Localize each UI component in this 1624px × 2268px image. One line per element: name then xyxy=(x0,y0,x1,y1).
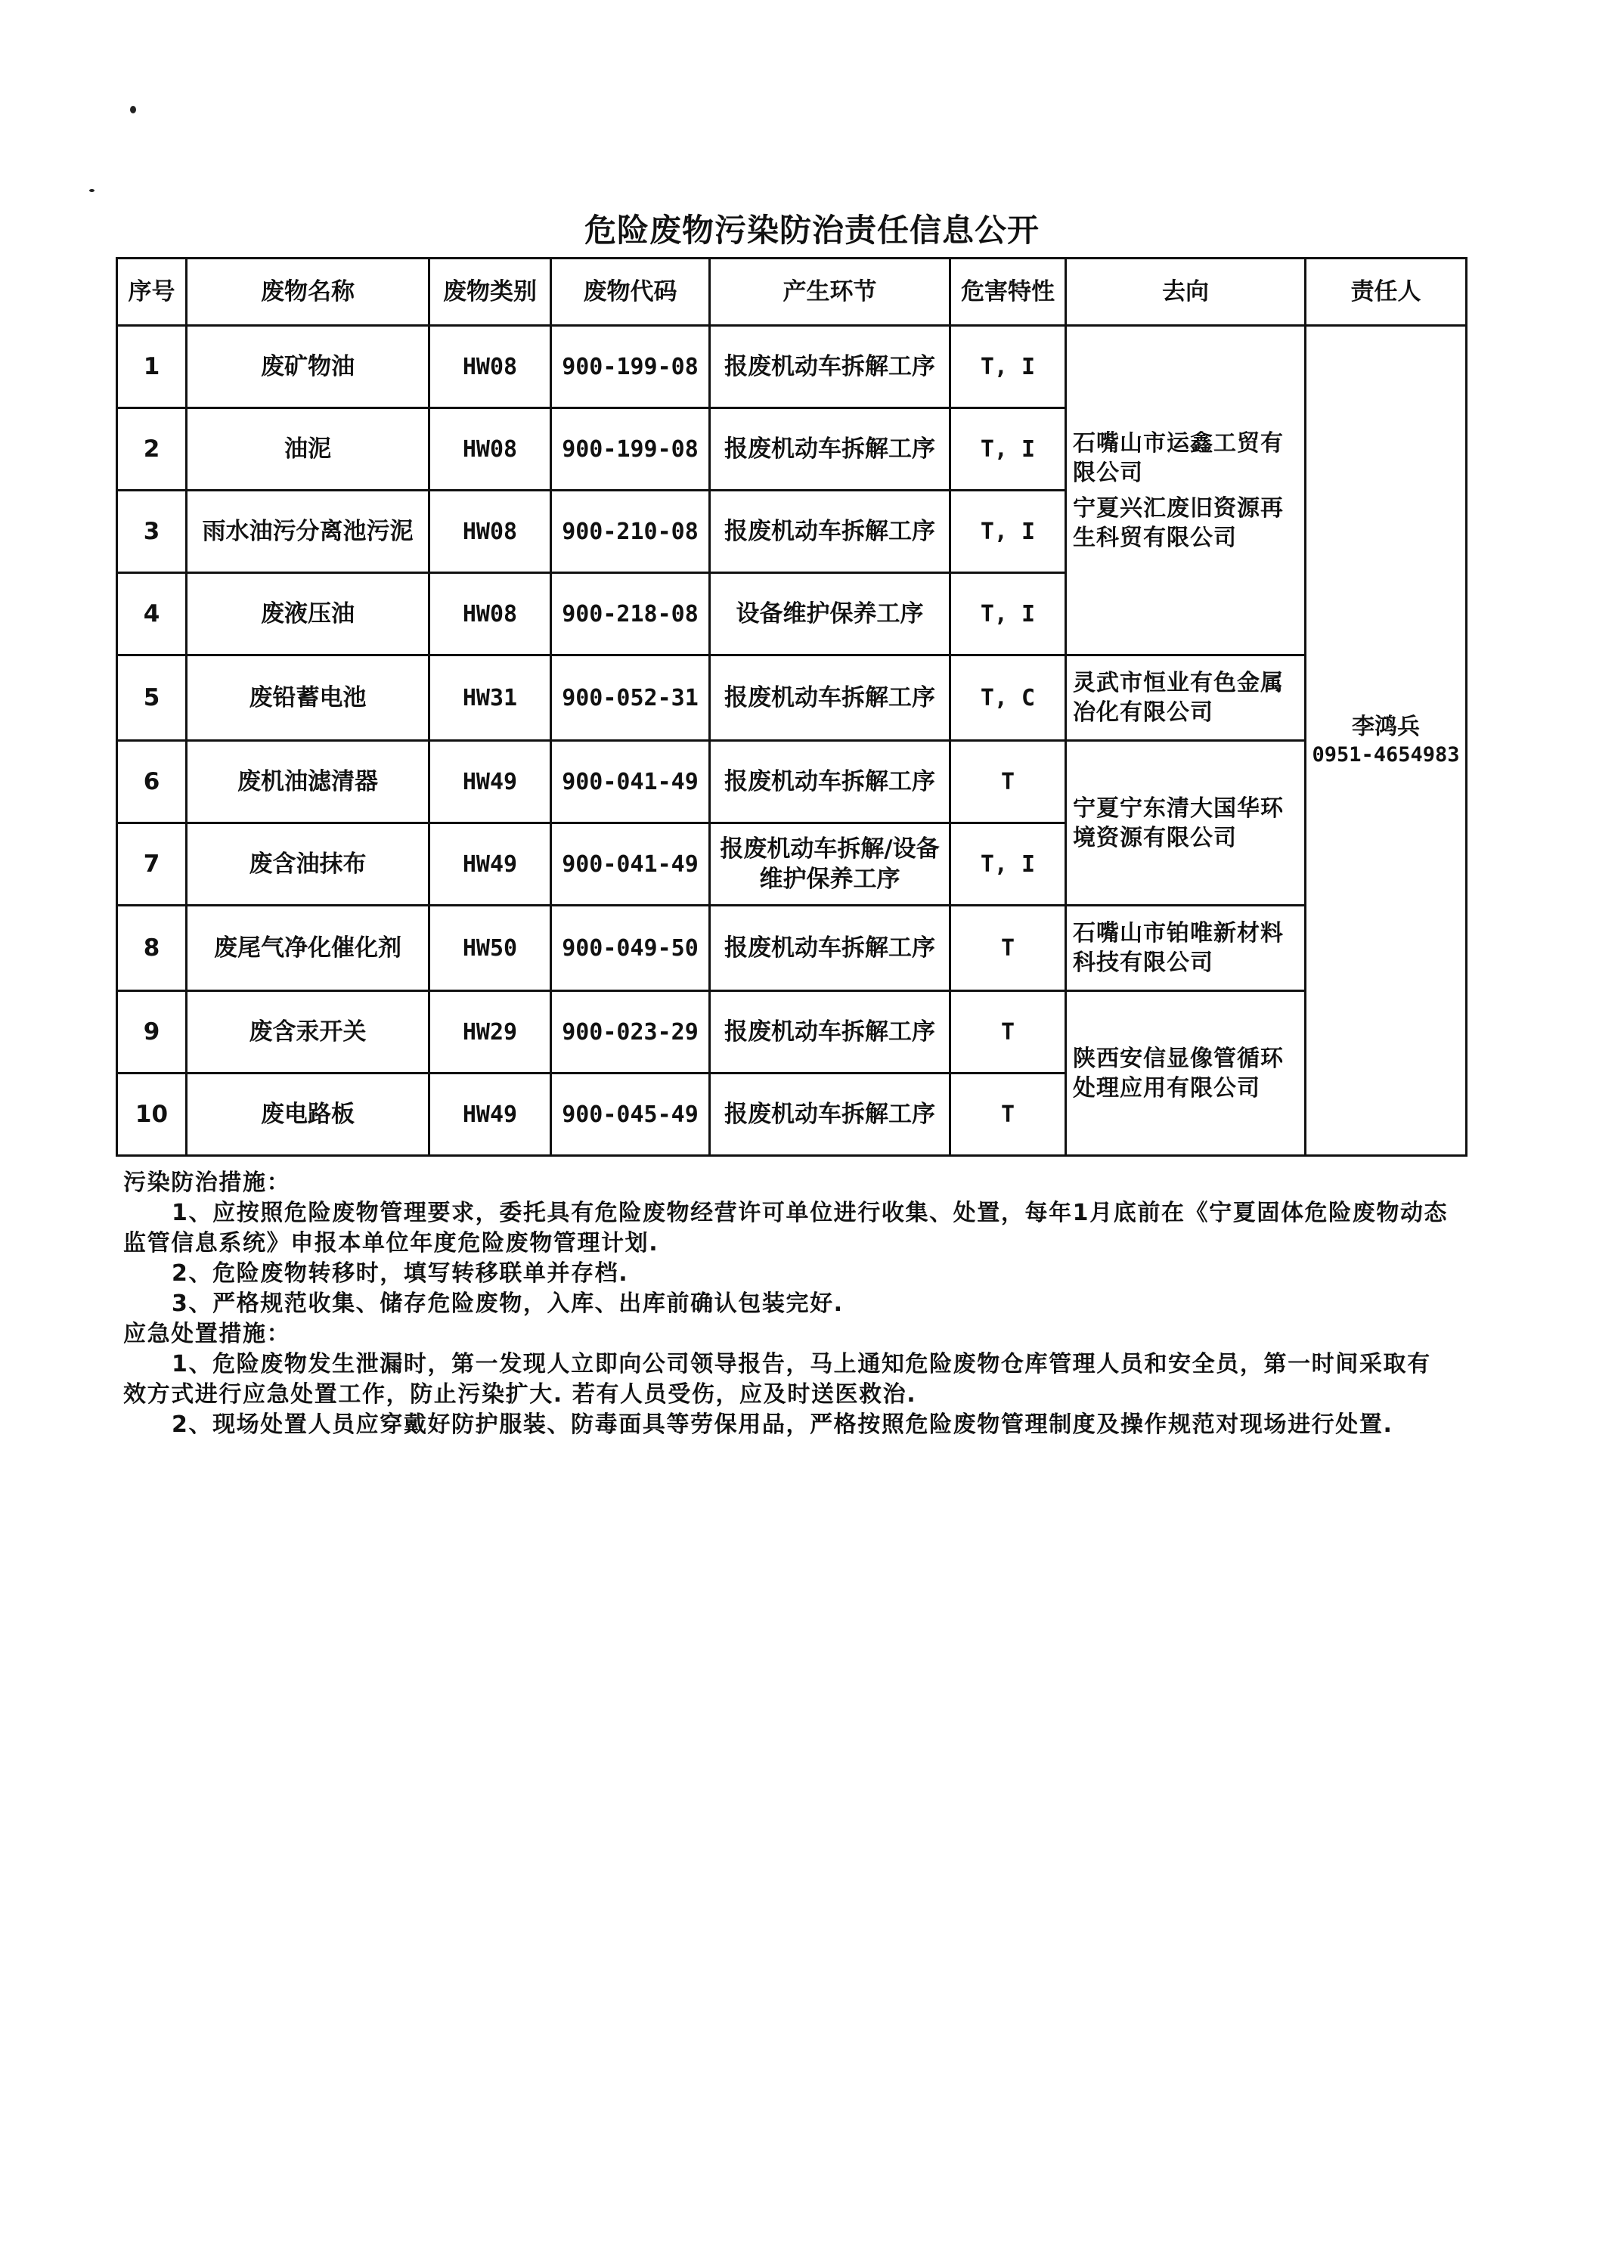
cell-category: HW49 xyxy=(429,823,551,906)
pollution-heading: 污染防治措施： xyxy=(123,1170,291,1196)
cell-no: 5 xyxy=(117,655,187,741)
cell-stage: 报废机动车拆解工序 xyxy=(710,408,950,491)
cell-stage: 报废机动车拆解工序 xyxy=(710,1074,950,1156)
cell-hazard: T, I xyxy=(950,573,1066,655)
cell-no: 3 xyxy=(117,491,187,573)
cell-name: 废液压油 xyxy=(187,573,429,655)
cell-name: 油泥 xyxy=(187,408,429,491)
cell-hazard: T, I xyxy=(950,326,1066,408)
cell-code: 900-023-29 xyxy=(551,991,710,1074)
pollution-item: 2、危险废物转移时，填写转移联单并存档. xyxy=(172,1260,629,1287)
cell-code: 900-045-49 xyxy=(551,1074,710,1156)
cell-no: 7 xyxy=(117,823,187,906)
pollution-item: 3、严格规范收集、储存危险废物，入库、出库前确认包装完好. xyxy=(172,1290,844,1317)
measures-section xyxy=(123,1168,1454,1440)
document-title: 危险废物污染防治责任信息公开 xyxy=(584,212,1040,249)
pollution-item: 1、应按照危险废物管理要求，委托具有危险废物经营许可单位进行收集、处置，每年1月底前在《宁夏固体危险废物动态监管信息系统》申报本单位年度危险废物管理计划. xyxy=(123,1200,1449,1256)
cell-category: HW49 xyxy=(429,1074,551,1156)
header-no: 序号 xyxy=(117,259,187,326)
cell-no: 8 xyxy=(117,906,187,991)
cell-stage: 报废机动车拆解工序 xyxy=(710,741,950,823)
cell-hazard: T, C xyxy=(950,655,1066,741)
cell-category: HW08 xyxy=(429,491,551,573)
table-header-row xyxy=(117,259,1467,326)
cell-code: 900-199-08 xyxy=(551,408,710,491)
cell-name: 废铅蓄电池 xyxy=(187,655,429,741)
cell-code: 900-210-08 xyxy=(551,491,710,573)
header-hazard: 危害特性 xyxy=(950,259,1066,326)
header-code: 废物代码 xyxy=(551,259,710,326)
cell-category: HW31 xyxy=(429,655,551,741)
cell-destination: 陕西安信显像管循环处理应用有限公司 xyxy=(1066,991,1306,1156)
cell-name: 雨水油污分离池污泥 xyxy=(187,491,429,573)
cell-code: 900-199-08 xyxy=(551,326,710,408)
cell-no: 6 xyxy=(117,741,187,823)
cell-no: 9 xyxy=(117,991,187,1074)
cell-stage: 报废机动车拆解工序 xyxy=(710,326,950,408)
cell-code: 900-052-31 xyxy=(551,655,710,741)
emergency-heading: 应急处置措施： xyxy=(123,1321,291,1347)
destination-company: 石嘴山市运鑫工贸有限公司 xyxy=(1073,429,1284,486)
header-stage: 产生环节 xyxy=(710,259,950,326)
scan-speck xyxy=(89,189,95,192)
cell-destination xyxy=(1066,326,1306,655)
cell-stage: 设备维护保养工序 xyxy=(710,573,950,655)
cell-hazard: T xyxy=(950,741,1066,823)
cell-name: 废矿物油 xyxy=(187,326,429,408)
cell-name: 废含汞开关 xyxy=(187,991,429,1074)
responsible-phone: 0951-4654983 xyxy=(1312,743,1460,767)
header-destination: 去向 xyxy=(1066,259,1306,326)
hazardous-waste-table xyxy=(116,257,1467,1157)
cell-no: 2 xyxy=(117,408,187,491)
header-category: 废物类别 xyxy=(429,259,551,326)
cell-destination: 石嘴山市铂唯新材料科技有限公司 xyxy=(1066,906,1306,991)
table-row xyxy=(117,991,1467,1074)
destination-company: 宁夏兴汇废旧资源再生科贸有限公司 xyxy=(1073,494,1284,551)
cell-no: 1 xyxy=(117,326,187,408)
table-row xyxy=(117,741,1467,823)
scan-speck xyxy=(130,106,136,113)
cell-category: HW08 xyxy=(429,408,551,491)
cell-hazard: T xyxy=(950,1074,1066,1156)
cell-name: 废电路板 xyxy=(187,1074,429,1156)
cell-stage: 报废机动车拆解工序 xyxy=(710,491,950,573)
cell-hazard: T xyxy=(950,906,1066,991)
cell-name: 废机油滤清器 xyxy=(187,741,429,823)
cell-category: HW49 xyxy=(429,741,551,823)
cell-category: HW08 xyxy=(429,573,551,655)
cell-category: HW29 xyxy=(429,991,551,1074)
table-row xyxy=(117,906,1467,991)
cell-hazard: T, I xyxy=(950,491,1066,573)
cell-hazard: T, I xyxy=(950,408,1066,491)
cell-stage: 报废机动车拆解工序 xyxy=(710,991,950,1074)
cell-hazard: T, I xyxy=(950,823,1066,906)
emergency-item: 1、危险废物发生泄漏时，第一发现人立即向公司领导报告，马上通知危险废物仓库管理人员和安全员，第一时间采取有效方式进行应急处置工作，防止污染扩大. 若有人员受伤，应及时送医救治. xyxy=(123,1351,1431,1408)
cell-no: 10 xyxy=(117,1074,187,1156)
cell-responsible xyxy=(1306,326,1467,1156)
cell-category: HW50 xyxy=(429,906,551,991)
cell-destination: 宁夏宁东清大国华环境资源有限公司 xyxy=(1066,741,1306,906)
cell-category: HW08 xyxy=(429,326,551,408)
cell-stage: 报废机动车拆解/设备维护保养工序 xyxy=(710,823,950,906)
cell-stage: 报废机动车拆解工序 xyxy=(710,906,950,991)
cell-no: 4 xyxy=(117,573,187,655)
emergency-item: 2、现场处置人员应穿戴好防护服装、防毒面具等劳保用品，严格按照危险废物管理制度及操作规范对现场进行处置. xyxy=(172,1411,1393,1438)
cell-code: 900-041-49 xyxy=(551,741,710,823)
table-row xyxy=(117,326,1467,408)
header-responsible: 责任人 xyxy=(1306,259,1467,326)
cell-name: 废含油抹布 xyxy=(187,823,429,906)
cell-stage: 报废机动车拆解工序 xyxy=(710,655,950,741)
table-row xyxy=(117,655,1467,741)
responsible-name: 李鸿兵 xyxy=(1352,714,1420,741)
cell-name: 废尾气净化催化剂 xyxy=(187,906,429,991)
cell-hazard: T xyxy=(950,991,1066,1074)
header-name: 废物名称 xyxy=(187,259,429,326)
cell-code: 900-041-49 xyxy=(551,823,710,906)
cell-code: 900-049-50 xyxy=(551,906,710,991)
cell-code: 900-218-08 xyxy=(551,573,710,655)
cell-destination: 灵武市恒业有色金属冶化有限公司 xyxy=(1066,655,1306,741)
